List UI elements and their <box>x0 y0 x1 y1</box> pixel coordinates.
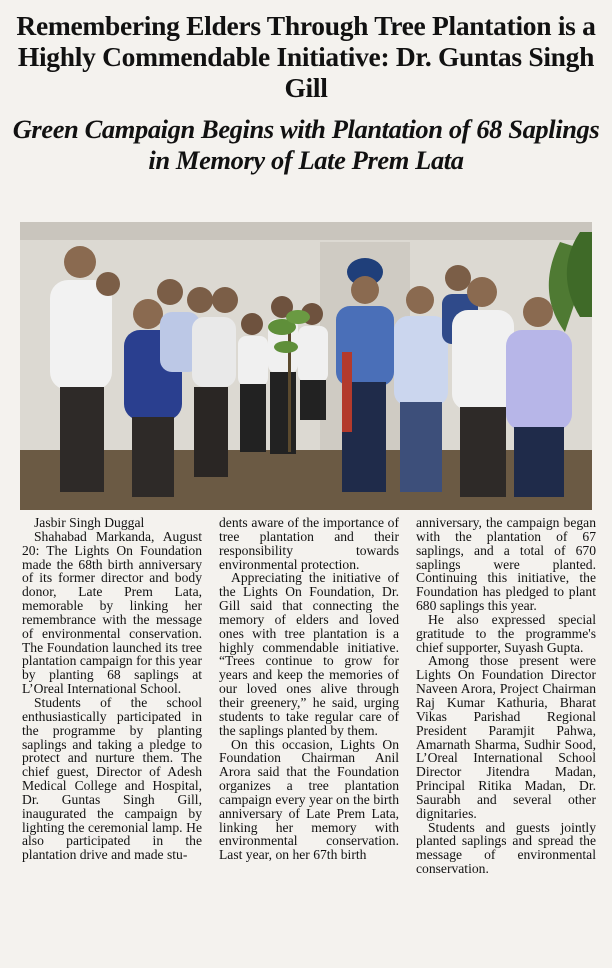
paragraph: Shahabad Markanda, August 20: The Lights On Foundation made the 68th birth anniversary of its former director and body donor, Late Prem Lata, memorable by linking her remembrance with the message of environmental conservation. The Foundation launched its tree plantation campaign for this year by planting 68 saplings at L’Oreal International School. <box>22 528 202 697</box>
headline: Remembering Elders Through Tree Plantation is a Highly Commendable Initiative: Dr. Guntas Singh Gill <box>16 10 596 103</box>
paragraph: He also expressed special gratitude to the programme's chief supporter, Suyash Gupta. <box>416 611 596 655</box>
paragraph: Students and guests jointly planted saplings and spread the message of environmental conservation. <box>416 819 596 877</box>
paragraph: Among those present were Lights On Foundation Director Naveen Arora, Project Chairman Raj Kumar Kathuria, Bharat Vikas Parishad Regional President Paramjit Pahwa, Amarnath Sharma, Sudhir Sood, L’Oreal International School Director Jitendra Madan, Principal Ritika Madan, Dr. Saurabh and several other dignitaries. <box>416 653 596 821</box>
article-column-2 <box>219 516 399 962</box>
paragraph: Appreciating the initiative of the Lights On Foundation, Dr. Gill said that connecting the memory of elders and loved ones with tree plantation is a highly commendable initiative. “Trees continue to grow for years and keep the memories of our loved ones alive through their greenery,” he said, urging students to take regular care of the saplings planted by them. <box>219 570 399 738</box>
paragraph: On this occasion, Lights On Foundation Chairman Anil Arora said that the Foundation organizes a tree plantation campaign every year on the birth anniversary of Late Prem Lata, linking her memory with environmental conservation. Last year, on her 67th birth <box>219 736 399 863</box>
group-photo <box>20 222 592 510</box>
subheadline: Green Campaign Begins with Plantation of 68 Saplings in Memory of Late Prem Lata <box>12 114 600 175</box>
paragraph: Students of the school enthusiastically participated in the programme by planting saplings and taking a pledge to protect and nurture them. The chief guest, Director of Adesh Medical College and Hospital, Dr. Guntas Singh Gill, inaugurated the campaign by lighting the ceremonial lamp. He also participated in the plantation drive and made stu- <box>22 694 202 863</box>
group-photo-icon <box>20 222 592 510</box>
paragraph: dents aware of the importance of tree plantation and their responsibility towards environmental protection. <box>219 515 399 572</box>
article-column-3 <box>416 516 596 962</box>
article-column-1 <box>22 516 202 962</box>
article-body <box>22 516 596 962</box>
byline: Jasbir Singh Duggal <box>34 515 145 530</box>
paragraph: anniversary, the campaign began with the plantation of 67 saplings, and a total of 670 saplings were planted. Continuing this initiative, the Foundation has pledged to plant 680 saplings this year. <box>416 515 596 614</box>
